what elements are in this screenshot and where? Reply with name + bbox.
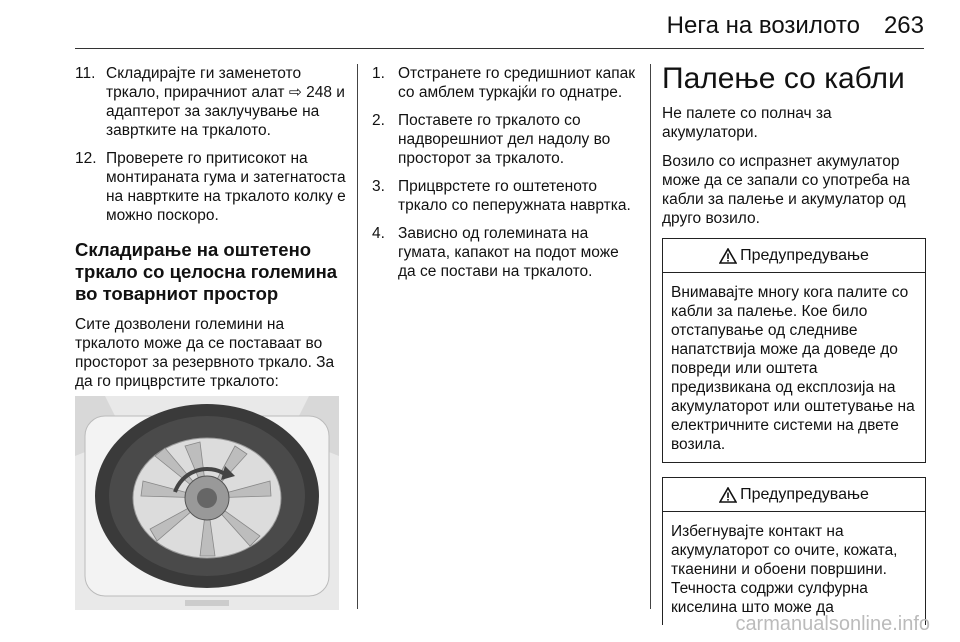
column-1: [75, 64, 347, 401]
list-item: [75, 149, 347, 225]
column-2: [372, 64, 638, 290]
item-text: Зависно од големината на гумата, капакот на подот може да се постави на тркалото.: [398, 225, 619, 280]
item-number: 1.: [372, 65, 385, 82]
wheel-drawing: [75, 396, 339, 610]
warning-title: Предупредување: [740, 247, 869, 264]
warning-header: [663, 239, 925, 272]
list-item: [75, 64, 347, 140]
column-divider-2: [650, 64, 651, 609]
warning-header: [663, 478, 925, 511]
paragraph: Не палете со полнач за акумулатори.: [662, 105, 832, 141]
list-item: [372, 224, 638, 281]
item-number: 12.: [75, 150, 97, 167]
list-item: [372, 111, 638, 168]
item-text: Проверете го притисокот на монтираната гума и затегнатоста на навртките на тркалото колку е можно поскоро.: [106, 150, 346, 224]
paragraph: Сите дозволени големини на тркалото може да се поставаат во просторот за резервното тркало. За да го прицврстите тркалото:: [75, 316, 335, 390]
section-heading: Складирање на оштетено тркало со целосна големина во товарниот простор: [75, 239, 338, 304]
item-text: Отстранете го средишниот капак со амблем туркајќи го однатре.: [398, 65, 636, 101]
column-3: [662, 64, 926, 625]
item-number: 2.: [372, 112, 385, 129]
warning-box: [662, 238, 926, 463]
header-title: Нега на возилото: [666, 12, 860, 39]
item-number: 11.: [75, 65, 96, 82]
warning-triangle-icon: [719, 248, 737, 264]
item-number: 4.: [372, 225, 385, 242]
warning-box: [662, 477, 926, 625]
warning-text: Избегнувајте контакт на акумулаторот со очите, кожата, ткаенини и обоени површини. Течноста содржи сулфурна киселина што може да: [663, 511, 925, 625]
page-section-title: Палење со кабли: [662, 62, 905, 95]
list-item: [372, 177, 638, 215]
paragraph: Возило со испразнет акумулатор може да се запали со употреба на кабли за палење и акумулатор од друго возило.: [662, 153, 910, 227]
list-item: [372, 64, 638, 102]
page-number: 263: [883, 12, 924, 39]
spare-wheel-illustration: [75, 396, 339, 610]
warning-text: Внимавајте многу кога палите со кабли за палење. Кое било отстапување од следниве напатствија може да доведе до повреди или оштета предизвикана од експлозија на акумулаторот или оштетување на електричните системи на двете возила.: [663, 272, 925, 462]
warning-title: Предупредување: [740, 486, 869, 503]
item-text: Поставете го тркалото со надворешниот дел надолу во просторот за тркалото.: [398, 112, 611, 167]
column-divider-1: [357, 64, 358, 609]
item-number: 3.: [372, 178, 385, 195]
item-text: Складирајте ги заменетото тркало, прирачниот алат ⇨ 248 и адаптерот за заклучување на завртките на тркалото.: [106, 65, 345, 139]
watermark: carmanualsonline.info: [735, 613, 930, 635]
item-text: Прицврстете го оштетеното тркало со пеперужната навртка.: [398, 178, 631, 214]
warning-triangle-icon: [719, 487, 737, 503]
header-rule: [75, 48, 924, 49]
